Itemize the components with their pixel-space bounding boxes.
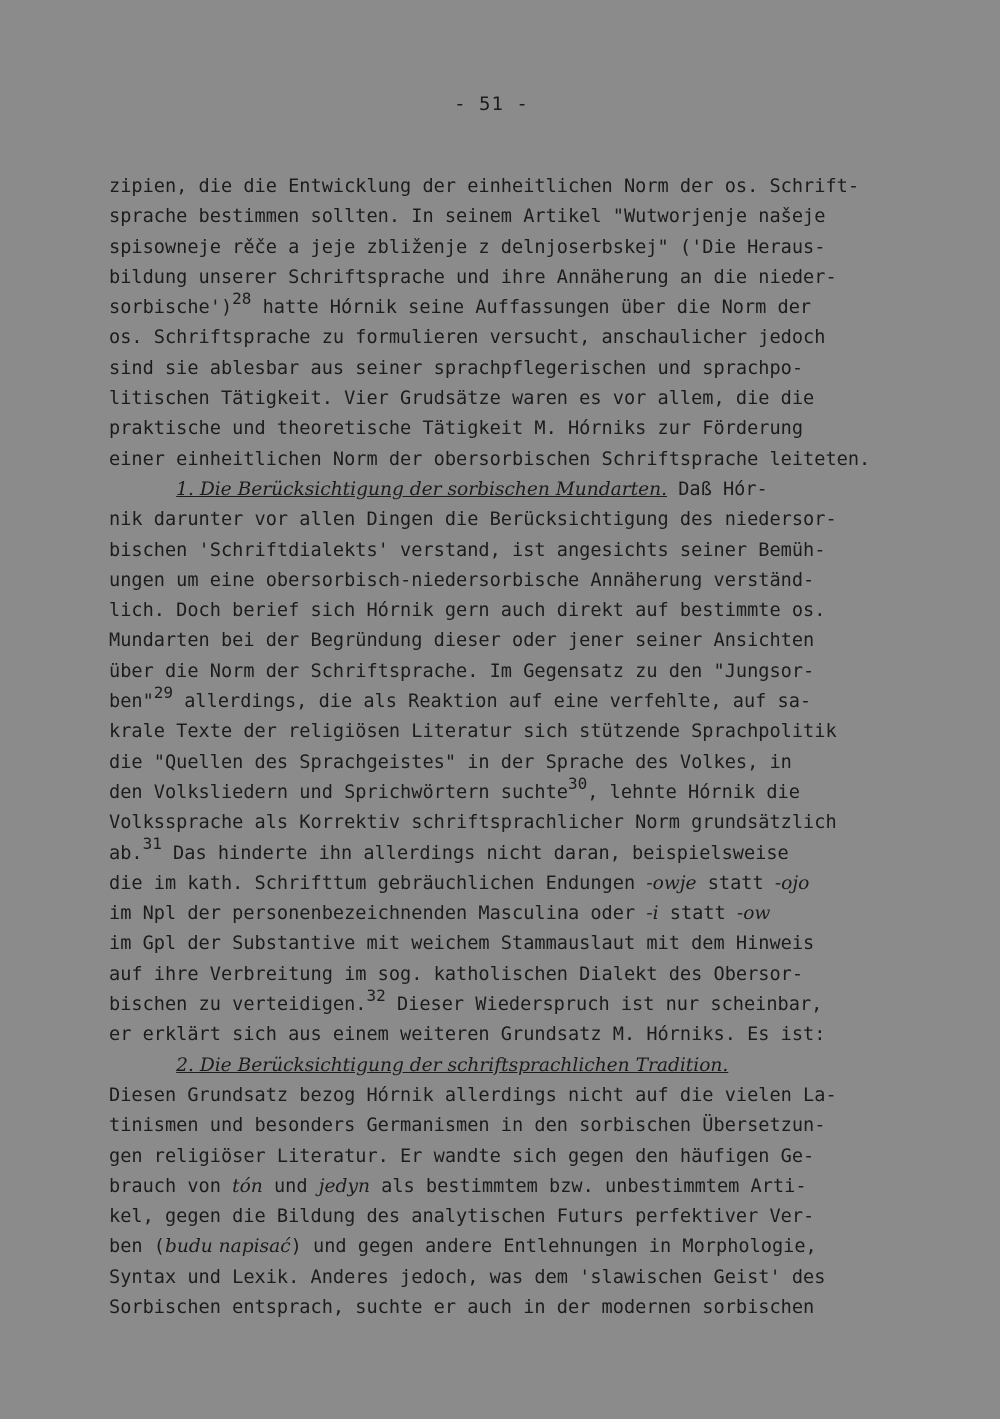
text-line — [109, 1202, 899, 1232]
text-segment: statt — [658, 903, 737, 925]
text-line — [109, 233, 899, 263]
text-segment: Daß Hór- — [667, 478, 768, 500]
text-segment: os. Schriftsprache zu formulieren versucht, anschaulicher jedoch — [109, 327, 826, 349]
text-segment: bischen zu verteidigen. — [109, 994, 367, 1016]
text-line — [109, 445, 899, 475]
italic-term: -ow — [736, 903, 771, 925]
text-segment: sind sie ablesbar aus seiner sprachpflegerischen und sprachpo- — [109, 357, 804, 379]
text-line — [109, 172, 899, 202]
text-segment: ben" — [109, 691, 154, 713]
text-segment: die im kath. Schrifttum gebräuchlichen Endungen — [109, 872, 647, 894]
text-line — [109, 263, 899, 293]
text-line — [109, 748, 899, 778]
text-segment: bildung unserer Schriftsprache und ihre Annäherung an die nieder- — [109, 266, 837, 288]
text-segment: Mundarten bei der Begründung dieser oder jener seiner Ansichten — [109, 630, 815, 652]
text-segment: ungen um eine obersorbisch-niedersorbische Annäherung verständ- — [109, 569, 815, 591]
text-line — [109, 985, 899, 1020]
text-line — [109, 414, 899, 444]
text-segment: lich. Doch berief sich Hórnik gern auch direkt auf bestimmte os. — [109, 600, 826, 622]
footnote-reference: 30 — [567, 773, 588, 793]
italic-term: jedyn — [318, 1175, 370, 1197]
text-line — [109, 566, 899, 596]
italic-term: budu napisać — [164, 1236, 291, 1258]
text-line — [109, 929, 899, 959]
text-segment: gen religiöser Literatur. Er wandte sich gegen den häufigen Ge- — [109, 1145, 815, 1167]
page-number: - 51 - — [454, 93, 529, 115]
section-heading: 1. Die Berücksichtigung der sorbischen Mundarten. — [176, 478, 667, 500]
text-line — [109, 505, 899, 535]
text-segment: praktische und theoretische Tätigkeit M. Hórniks zur Förderung — [109, 418, 804, 440]
italic-term: tón — [232, 1175, 263, 1197]
text-line — [109, 323, 899, 353]
text-segment: und — [262, 1175, 319, 1197]
text-line — [109, 899, 899, 929]
body-text — [109, 172, 899, 1323]
text-line — [109, 536, 899, 566]
text-line — [109, 1020, 899, 1050]
text-segment: Volkssprache als Korrektiv schriftsprachlicher Norm grundsätzlich — [109, 812, 837, 834]
text-line — [109, 354, 899, 384]
footnote-reference: 28 — [232, 289, 252, 308]
text-segment: ) und gegen andere Entlehnungen in Morphologie, — [290, 1236, 817, 1258]
text-segment: sprache bestimmen sollten. In seinem Artikel "Wutworjenje našeje — [109, 206, 826, 228]
text-segment: kel, gegen die Bildung des analytischen Futurs perfektiver Ver- — [109, 1206, 815, 1228]
text-line — [109, 384, 899, 414]
text-segment: über die Norm der Schriftsprache. Im Gegensatz zu den "Jungsor- — [109, 660, 815, 682]
text-line — [109, 808, 899, 838]
text-segment: , lehnte Hórnik die — [587, 781, 800, 803]
text-segment: Syntax und Lexik. Anderes jedoch, was dem 'slawischen Geist' des — [109, 1266, 826, 1288]
text-segment: Dieser Wiederspruch ist nur scheinbar, — [385, 994, 823, 1016]
text-segment: tinismen und besonders Germanismen in den sorbischen Übersetzun- — [109, 1115, 826, 1137]
text-line — [109, 657, 899, 687]
text-line — [109, 1263, 899, 1293]
italic-term: -i — [646, 903, 659, 925]
text-segment: allerdings, die als Reaktion auf eine verfehlte, auf sa- — [173, 691, 812, 713]
text-segment: litischen Tätigkeit. Vier Grudsätze waren es vor allem, die die — [109, 388, 815, 410]
footnote-reference: 32 — [366, 985, 386, 1005]
text-segment: Diesen Grundsatz bezog Hórnik allerdings nicht auf die vielen La- — [109, 1084, 837, 1106]
text-segment: ab. — [109, 842, 143, 864]
text-line — [109, 202, 899, 232]
text-segment: im Gpl der Substantive mit weichem Stammauslaut mit dem Hinweis — [109, 933, 815, 955]
text-line — [109, 1293, 899, 1323]
text-line — [109, 596, 899, 626]
text-line — [109, 1111, 899, 1141]
text-line — [109, 626, 899, 656]
text-segment — [109, 479, 176, 500]
text-line — [109, 475, 899, 505]
footnote-reference: 31 — [142, 834, 162, 854]
text-line — [109, 1051, 899, 1081]
text-segment: zipien, die die Entwicklung der einheitlichen Norm der os. Schrift- — [109, 176, 860, 197]
text-segment: sorbische') — [109, 297, 233, 319]
text-segment: spisowneje rěče a jeje zbliženje z delnjoserbskej" ('Die Heraus- — [109, 236, 826, 258]
text-segment: statt — [696, 872, 775, 894]
text-line — [109, 869, 899, 899]
text-segment: als bestimmtem bzw. unbestimmtem Arti- — [369, 1175, 807, 1197]
text-segment: bischen 'Schriftdialekts' verstand, ist angesichts seiner Bemüh- — [109, 539, 826, 561]
text-segment: er erklärt sich aus einem weiteren Grundsatz M. Hórniks. Es ist: — [109, 1024, 826, 1046]
text-segment: brauch von — [109, 1175, 233, 1197]
text-line — [109, 1232, 899, 1262]
text-segment: hatte Hórnik seine Auffassungen über die Norm der — [251, 297, 812, 319]
text-segment: die "Quellen des Sprachgeistes" in der Sprache des Volkes, in — [109, 751, 792, 773]
text-line — [109, 1172, 899, 1202]
text-line — [109, 682, 899, 717]
text-segment — [109, 1055, 176, 1076]
text-line — [109, 773, 899, 808]
text-line — [109, 717, 899, 747]
text-line — [109, 960, 899, 990]
text-segment: krale Texte der religiösen Literatur sich stützende Sprachpolitik — [109, 721, 837, 743]
text-segment: im Npl der personenbezeichnenden Masculina oder — [109, 903, 647, 925]
text-line — [109, 289, 899, 323]
italic-term: -owje — [646, 872, 697, 894]
text-line — [109, 834, 899, 869]
text-line — [109, 1142, 899, 1172]
text-segment: nik darunter vor allen Dingen die Berücksichtigung des niedersor- — [109, 509, 837, 531]
section-heading: 2. Die Berücksichtigung der schriftsprachlichen Tradition. — [176, 1054, 729, 1076]
text-segment: Das hinderte ihn allerdings nicht daran, beispielsweise — [161, 842, 789, 864]
text-segment: den Volksliedern und Sprichwörtern suchte — [109, 781, 568, 803]
text-line — [109, 1081, 899, 1111]
italic-term: -ojo — [774, 872, 810, 894]
footnote-reference: 29 — [153, 682, 174, 702]
text-segment: Sorbischen entsprach, suchte er auch in der modernen sorbischen — [109, 1296, 815, 1318]
text-segment: einer einheitlichen Norm der obersorbischen Schriftsprache leiteten. — [109, 448, 871, 470]
text-segment: auf ihre Verbreitung im sog. katholischen Dialekt des Obersor- — [109, 963, 804, 985]
text-segment: ben ( — [109, 1236, 165, 1258]
